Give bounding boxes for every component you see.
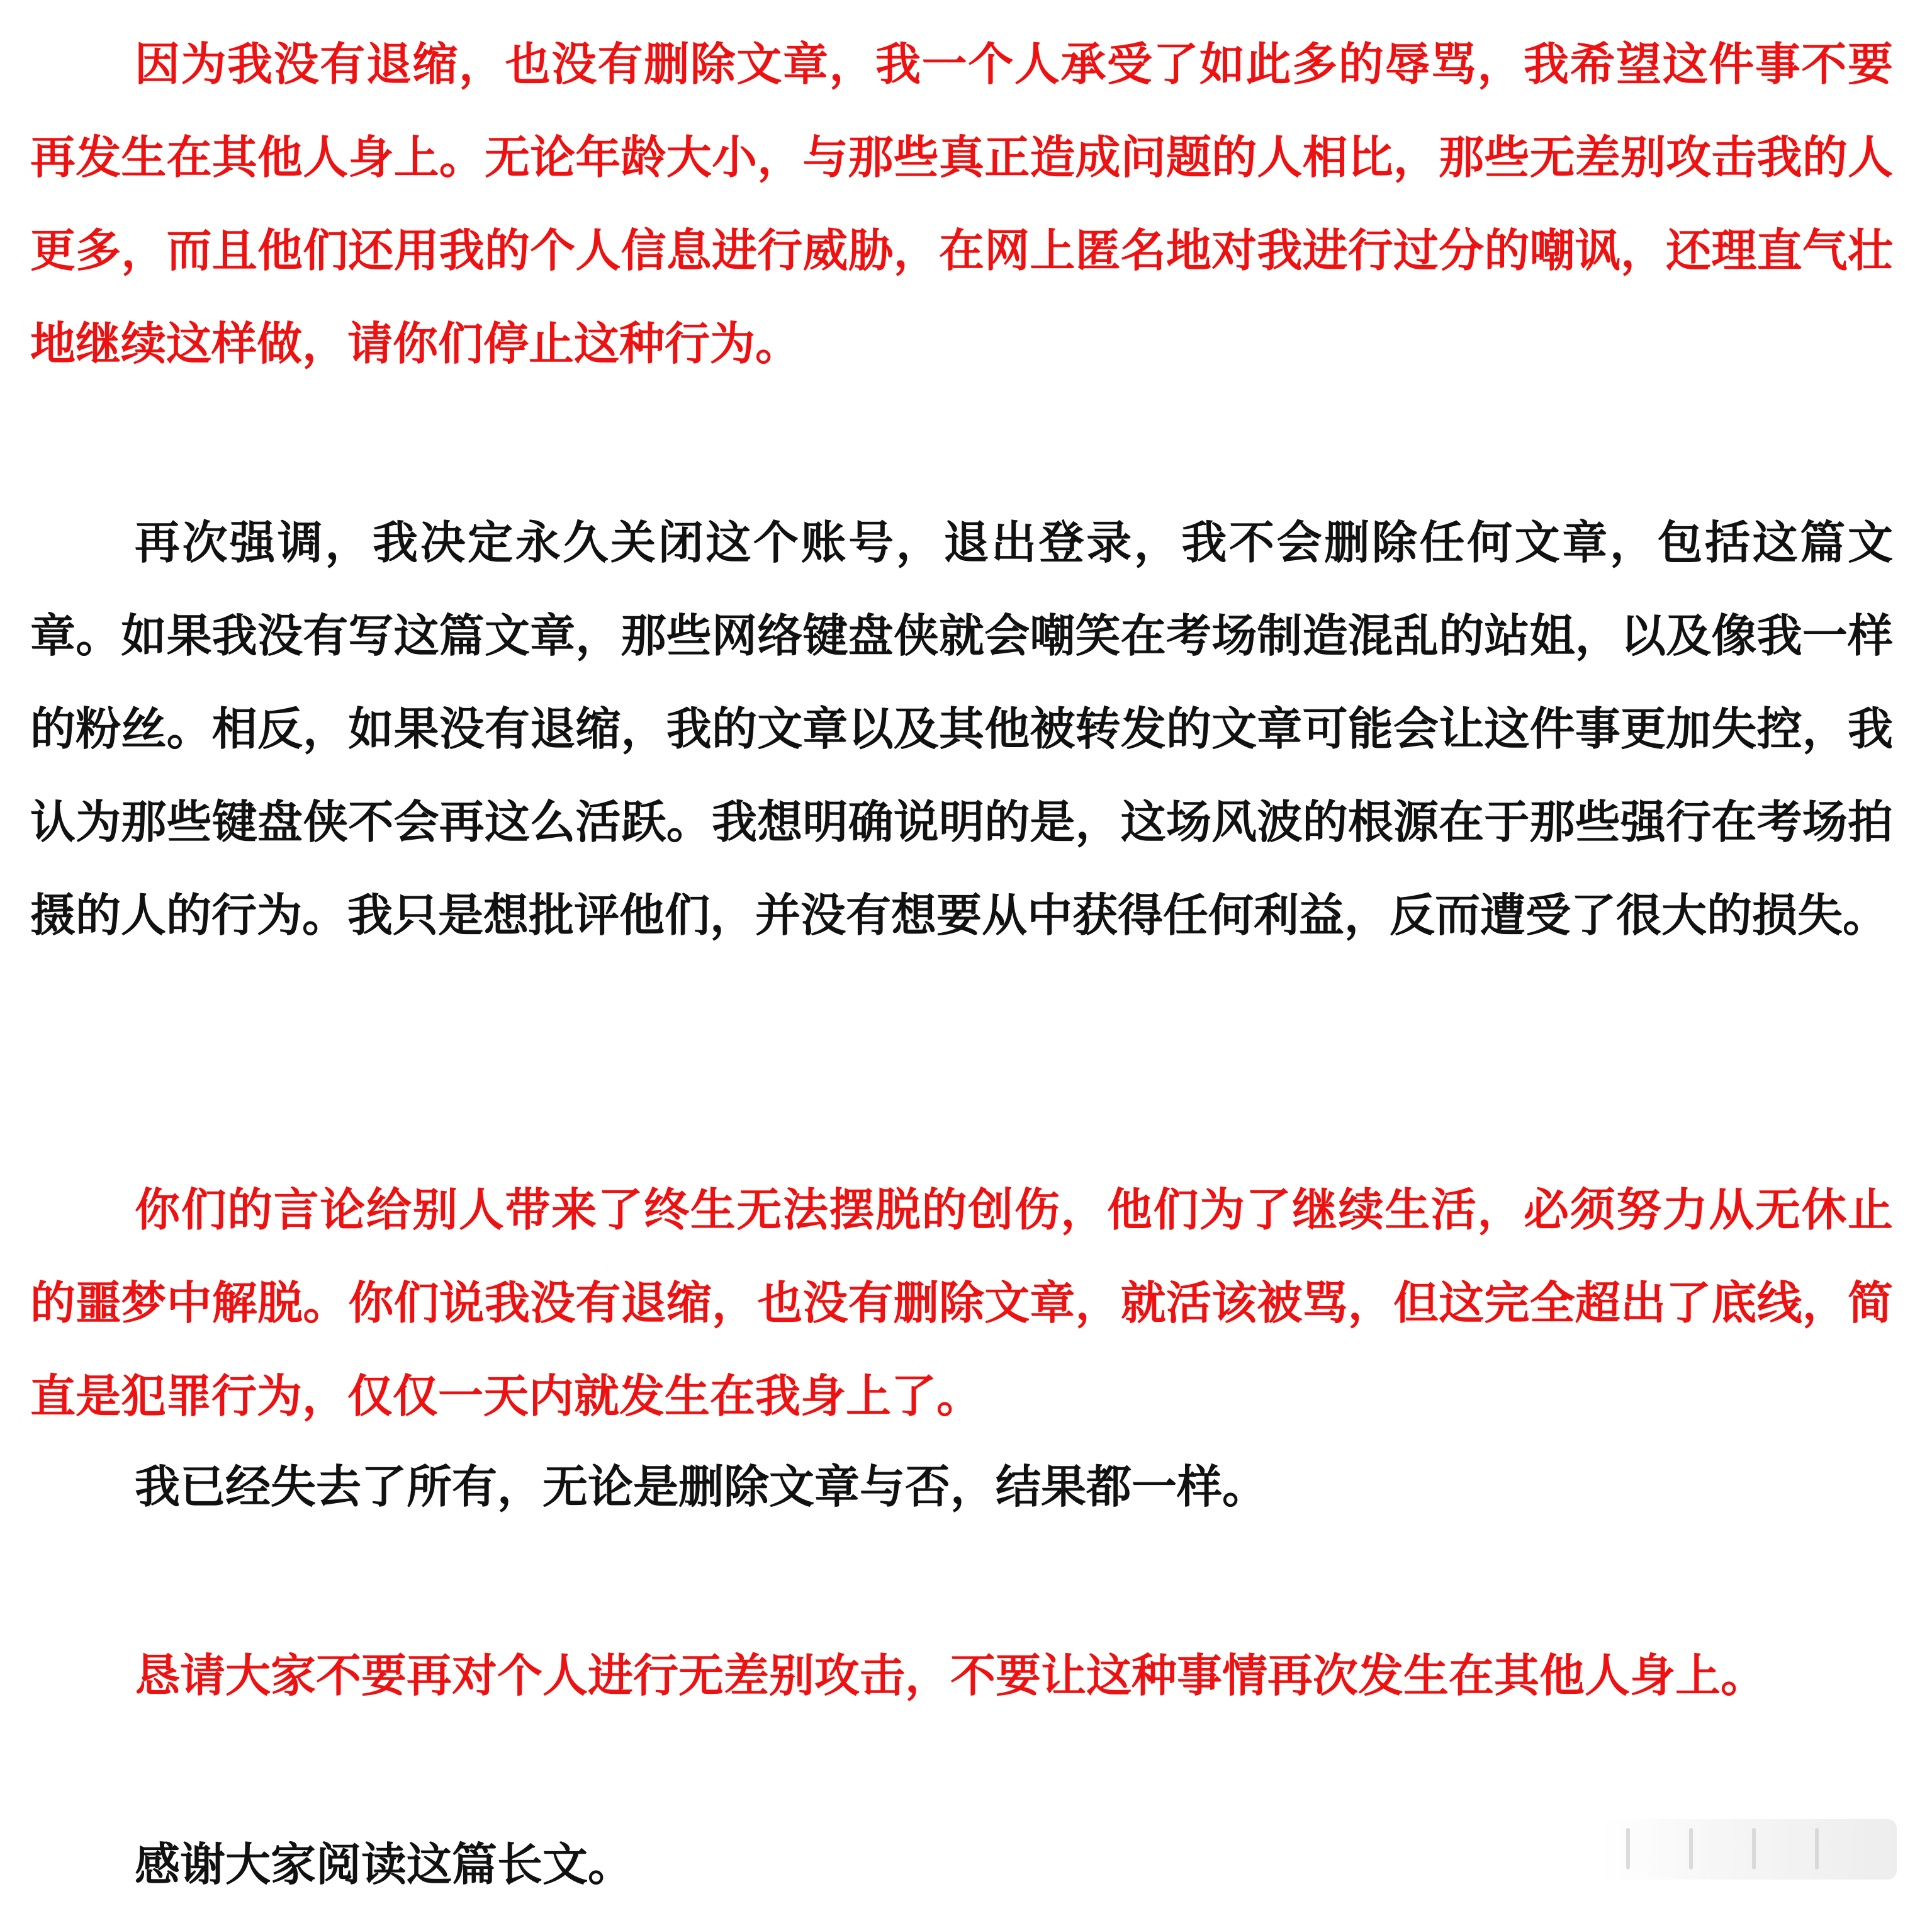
paragraph-account-closure: 再次强调，我决定永久关闭这个账号，退出登录，我不会删除任何文章，包括这篇文章。如果我没有写这篇文章，那些网络键盘侠就会嘲笑在考场制造混乱的站姐，以及像我一样的粉丝。相反，如果没有退缩，我的文章以及其他被转发的文章可能会让这件事更加失控，我认为那些键盘侠不会再这么活跃。我想明确说明的是，这场风波的根源在于那些强行在考场拍摄的人的行为。我只是想批评他们，并没有想要从中获得任何利益，反而遭受了很大的损失。 [30, 516, 1893, 942]
watermark-mark [1815, 1828, 1819, 1869]
paragraph-plea-stop-attacks: 因为我没有退缩，也没有删除文章，我一个人承受了如此多的辱骂，我希望这件事不要再发生在其他人身上。无论年龄大小，与那些真正造成问题的人相比，那些无差别攻击我的人更多，而且他们还用我的个人信息进行威胁，在网上匿名地对我进行过分的嘲讽，还理直气壮地继续这样做，请你们停止这种行为。 [30, 38, 1893, 370]
faded-watermark [1601, 1819, 1897, 1880]
watermark-mark [1626, 1828, 1630, 1869]
paragraph-appeal: 恳请大家不要再对个人进行无差别攻击，不要让这种事情再次发生在其他人身上。 [135, 1649, 1766, 1702]
watermark-mark [1689, 1828, 1693, 1869]
paragraph-lost-everything: 我已经失去了所有，无论是删除文章与否，结果都一样。 [135, 1460, 1268, 1513]
paragraph-trauma-statement: 你们的言论给别人带来了终生无法摆脱的创伤，他们为了继续生活，必须努力从无休止的噩梦中解脱。你们说我没有退缩，也没有删除文章，就活该被骂，但这完全超出了底线，简直是犯罪行为，仅仅一天内就发生在我身上了。 [30, 1183, 1893, 1423]
paragraph-thanks: 感谢大家阅读这篇长文。 [135, 1838, 634, 1891]
watermark-mark [1752, 1828, 1756, 1869]
